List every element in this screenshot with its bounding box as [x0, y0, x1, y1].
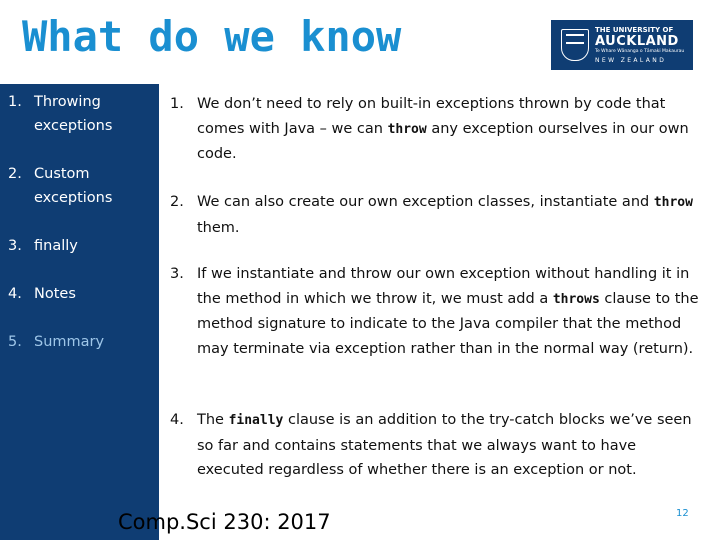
point-number: 1.	[170, 96, 184, 112]
sidebar	[0, 84, 159, 540]
point-text-part: If we instantiate and throw our own exception without handling it in the method in which we throw it, we must add a	[197, 266, 690, 307]
point-text-part: The	[197, 412, 229, 428]
sidebar-item-label: Summary	[34, 334, 105, 350]
point-text	[170, 190, 700, 240]
sidebar-item-summary[interactable]	[8, 330, 153, 354]
point-text	[170, 408, 700, 483]
sidebar-item-finally[interactable]	[8, 234, 153, 258]
point-text	[170, 262, 700, 361]
code-keyword: throws	[552, 291, 600, 307]
sidebar-item-number: 4.	[8, 286, 22, 302]
course-footer: Comp.Sci 230: 2017	[118, 510, 331, 534]
slide-title: What do we know	[22, 12, 402, 61]
point-number: 4.	[170, 412, 184, 428]
sidebar-item-number: 5.	[8, 334, 22, 350]
logo-line-4: NEW ZEALAND	[595, 57, 667, 64]
point-text-part: any exception ourselves in our own code.	[197, 120, 689, 162]
sidebar-item-number: 3.	[8, 238, 22, 254]
logo-line-1: THE UNIVERSITY OF	[595, 26, 674, 34]
point-text-part: clause is an addition to the try-catch blocks we’ve seen so far and contains statements that we always want to have executed regardless of whether there is an exception or not.	[197, 412, 692, 478]
sidebar-item-label: finally	[34, 238, 78, 254]
content-point-3	[170, 262, 700, 361]
sidebar-item-notes[interactable]	[8, 282, 153, 306]
code-keyword: finally	[228, 413, 284, 428]
sidebar-item-label: Notes	[34, 286, 76, 302]
sidebar-item-throwing-exceptions[interactable]	[8, 90, 153, 138]
sidebar-item-label: Custom exceptions	[34, 166, 113, 206]
logo-line-2: AUCKLAND	[595, 34, 679, 49]
point-text-part: clause to the method signature to indicate to the Java compiler that the method may terminate via exception rather than in the normal way (return).	[197, 290, 699, 357]
point-text-part: We can also create our own exception classes, instantiate and	[197, 194, 654, 210]
point-text-part: them.	[197, 219, 240, 236]
content-point-2	[170, 190, 700, 240]
point-text	[170, 92, 700, 167]
code-keyword: throw	[387, 121, 427, 137]
page-number: 12	[676, 508, 689, 519]
crest-icon	[561, 29, 589, 61]
sidebar-item-number: 2.	[8, 166, 22, 182]
content-point-1	[170, 92, 700, 167]
sidebar-item-number: 1.	[8, 94, 22, 110]
logo-line-3: Te Whare Wānanga o Tāmaki Makaurau	[595, 49, 685, 54]
content-point-4	[170, 408, 700, 483]
point-number: 3.	[170, 266, 184, 282]
sidebar-item-label: Throwing exceptions	[34, 94, 113, 134]
code-keyword: throw	[653, 195, 693, 210]
university-logo	[551, 20, 693, 70]
point-number: 2.	[170, 194, 184, 210]
point-text-part: We don’t need to rely on built-in exceptions thrown by code that comes with Java – we can	[197, 96, 666, 137]
sidebar-item-custom-exceptions[interactable]	[8, 162, 153, 210]
